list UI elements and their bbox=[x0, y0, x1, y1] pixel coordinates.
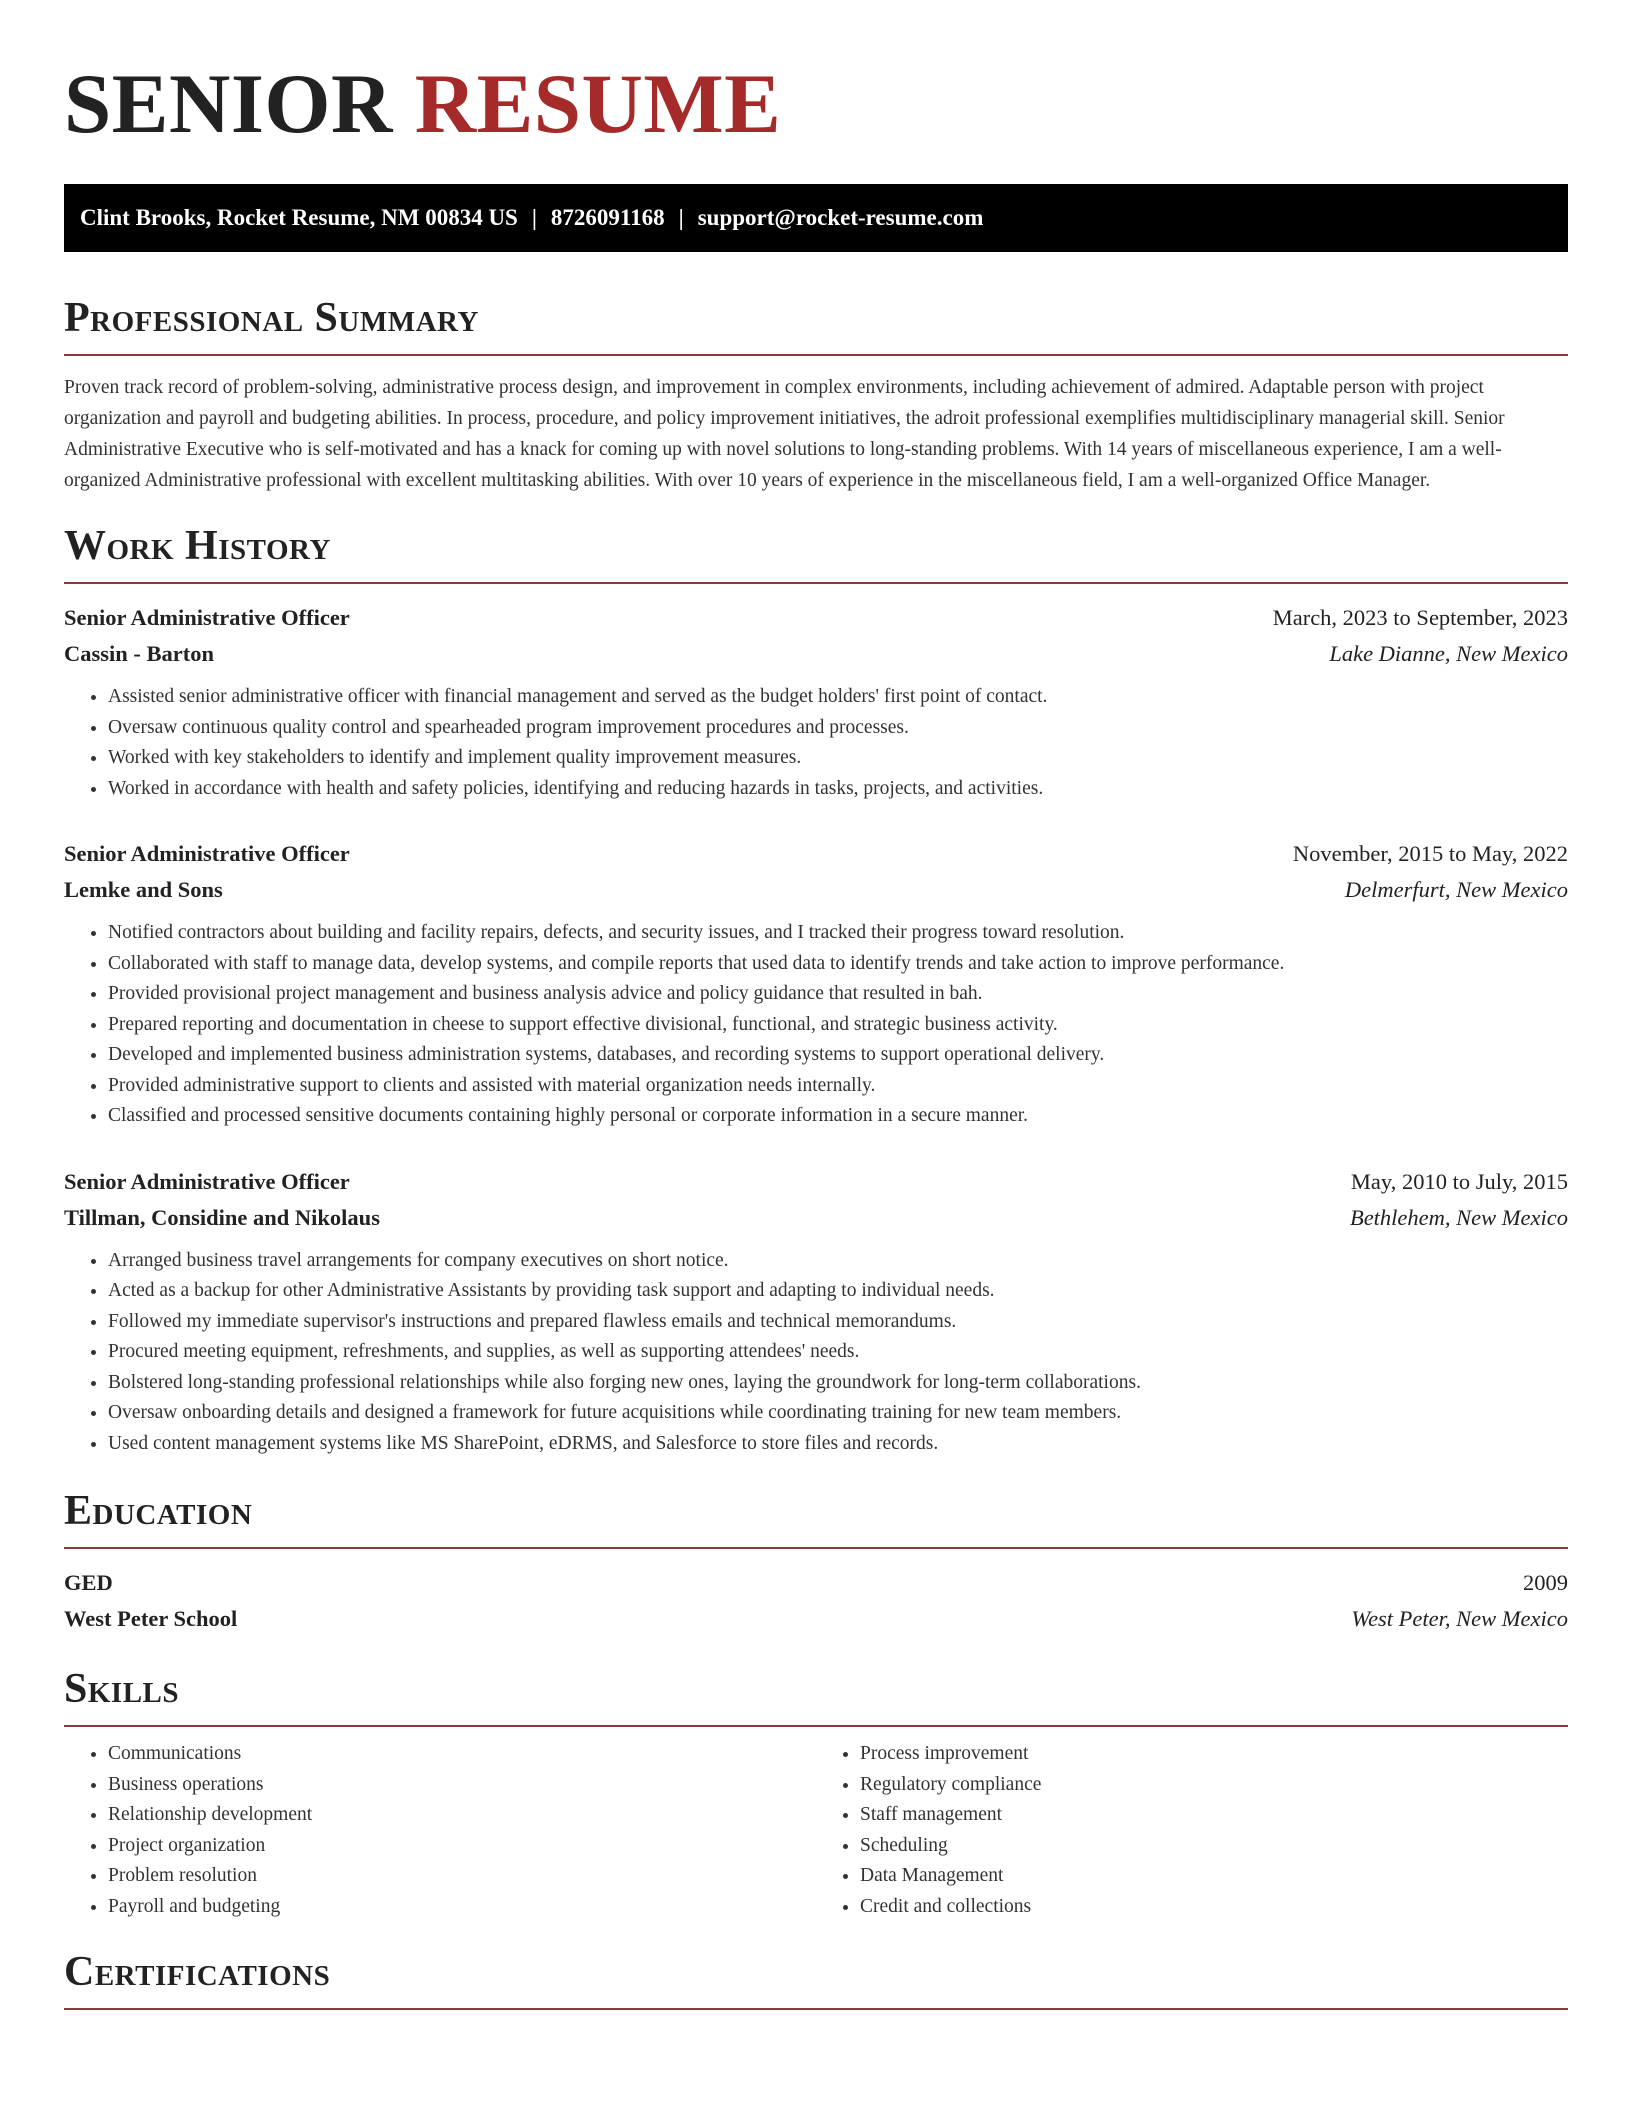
job-bullet: • Oversaw continuous quality control and spearheaded program improvement procedures and processes. bbox=[108, 713, 1568, 744]
contact-email: support@rocket-resume.com bbox=[697, 205, 984, 230]
job-bullet: • Assisted senior administrative officer with financial management and served as the budget holders' first point of contact. bbox=[108, 682, 1568, 713]
job-dates: May, 2010 to July, 2015 bbox=[1350, 1168, 1568, 1194]
job-bullet: • Procured meeting equipment, refreshments, and supplies, as well as supporting attendees' needs. bbox=[108, 1337, 1568, 1368]
job-bullet: • Followed my immediate supervisor's instructions and prepared flawless emails and technical memorandums. bbox=[108, 1307, 1568, 1338]
skills-column-right bbox=[816, 1739, 1568, 1922]
job-company: Lemke and Sons bbox=[64, 877, 223, 902]
skill-item: • Problem resolution bbox=[108, 1861, 816, 1892]
skill-item: • Scheduling bbox=[860, 1831, 1568, 1862]
job-location: Bethlehem, New Mexico bbox=[1349, 1204, 1568, 1230]
job-bullets bbox=[64, 918, 1568, 1132]
page-title bbox=[64, 0, 1568, 152]
job-bullet: • Acted as a backup for other Administrative Assistants by providing task support and adapting to individual needs. bbox=[108, 1276, 1568, 1307]
job-entry bbox=[64, 1164, 1568, 1460]
skill-item: • Relationship development bbox=[108, 1800, 816, 1831]
job-title: Senior Administrative Officer bbox=[64, 605, 350, 630]
job-bullet: • Arranged business travel arrangements for company executives on short notice. bbox=[108, 1246, 1568, 1277]
contact-separator: | bbox=[531, 205, 537, 230]
summary-text: Proven track record of problem-solving, administrative process design, and improvement in complex environments, including achievement of admired. Adaptable person with project organization and payroll and budgeting abilities. In process, procedure, and policy improvement initiatives, the adroit professional exemplifies multidisciplinary managerial skill. Senior Administrative Executive who is self-motivated and has a knack for coming up with novel solutions to long-standing problems. With 14 years of miscellaneous experience, I am a well-organized Administrative professional with excellent multitasking abilities. With over 10 years of experience in the miscellaneous field, I am a well-organized Office Manager. bbox=[64, 377, 1505, 491]
job-title: Senior Administrative Officer bbox=[64, 841, 350, 866]
education-degree: GED bbox=[64, 1570, 113, 1595]
contact-phone: 8726091168 bbox=[550, 205, 665, 230]
title-part-1: SENIOR bbox=[64, 57, 393, 151]
job-bullet: • Worked with key stakeholders to identify and implement quality improvement measures. bbox=[108, 743, 1568, 774]
skill-item: • Payroll and budgeting bbox=[108, 1892, 816, 1923]
job-entry bbox=[64, 600, 1568, 804]
title-part-2: RESUME bbox=[414, 57, 782, 151]
job-bullet: • Used content management systems like MS SharePoint, eDRMS, and Salesforce to store files and records. bbox=[108, 1429, 1568, 1460]
skill-item: • Regulatory compliance bbox=[860, 1770, 1568, 1801]
section-heading-education: Education bbox=[64, 1485, 1568, 1549]
education-degree-row bbox=[64, 1565, 1568, 1601]
job-dates: March, 2023 to September, 2023 bbox=[1272, 605, 1568, 630]
education-school: West Peter School bbox=[64, 1606, 238, 1631]
job-company: Tillman, Considine and Nikolaus bbox=[64, 1204, 380, 1230]
job-bullet: • Provided provisional project management and business analysis advice and policy guidance that resulted in bah. bbox=[108, 979, 1568, 1010]
job-title: Senior Administrative Officer bbox=[64, 1168, 350, 1194]
job-bullet: • Prepared reporting and documentation in cheese to support effective divisional, functional, and strategic business activity. bbox=[108, 1010, 1568, 1041]
skill-item: • Project organization bbox=[108, 1831, 816, 1862]
job-title-row bbox=[64, 836, 1568, 872]
skill-item: • Staff management bbox=[860, 1800, 1568, 1831]
job-bullets bbox=[64, 1246, 1568, 1460]
skills-column-left bbox=[64, 1739, 816, 1922]
job-bullet: • Collaborated with staff to manage data, develop systems, and compile reports that used data to identify trends and take action to improve performance. bbox=[108, 949, 1568, 980]
skill-item: • Process improvement bbox=[860, 1739, 1568, 1770]
job-company-row bbox=[64, 872, 1568, 908]
job-bullet: • Notified contractors about building and facility repairs, defects, and security issues, and I tracked their progress toward resolution. bbox=[108, 918, 1568, 949]
job-bullet: • Classified and processed sensitive documents containing highly personal or corporate information in a secure manner. bbox=[108, 1101, 1568, 1132]
skills-list bbox=[64, 1739, 1568, 1922]
skill-item: • Data Management bbox=[860, 1861, 1568, 1892]
job-entry bbox=[64, 836, 1568, 1132]
contact-separator: | bbox=[678, 205, 684, 230]
skill-item: • Credit and collections bbox=[860, 1892, 1568, 1923]
job-company: Cassin - Barton bbox=[64, 641, 215, 666]
education-entry bbox=[64, 1565, 1568, 1637]
section-heading-work: Work History bbox=[64, 520, 1568, 584]
education-school-row bbox=[64, 1601, 1568, 1637]
job-bullet: • Oversaw onboarding details and designed a framework for future acquisitions while coordinating training for new team members. bbox=[108, 1398, 1568, 1429]
job-bullet: • Worked in accordance with health and safety policies, identifying and reducing hazards in tasks, projects, and activities. bbox=[108, 774, 1568, 805]
education-location: West Peter, New Mexico bbox=[1351, 1606, 1568, 1631]
section-heading-summary: Professional Summary bbox=[64, 292, 1568, 356]
skill-item: • Communications bbox=[108, 1739, 816, 1770]
job-title-row bbox=[64, 1164, 1568, 1200]
job-company-row bbox=[64, 636, 1568, 672]
section-heading-skills: Skills bbox=[64, 1663, 1568, 1727]
job-bullet: • Provided administrative support to clients and assisted with material organization needs internally. bbox=[108, 1071, 1568, 1102]
job-location: Delmerfurt, New Mexico bbox=[1344, 877, 1568, 902]
job-company-row bbox=[64, 1200, 1568, 1236]
job-bullets bbox=[64, 682, 1568, 804]
job-title-row bbox=[64, 600, 1568, 636]
job-bullet: • Bolstered long-standing professional relationships while also forging new ones, laying the groundwork for long-term collaborations. bbox=[108, 1368, 1568, 1399]
skill-item: • Business operations bbox=[108, 1770, 816, 1801]
job-dates: November, 2015 to May, 2022 bbox=[1292, 841, 1568, 866]
section-heading-certifications: Certifications bbox=[64, 1946, 1568, 2010]
contact-address: Clint Brooks, Rocket Resume, NM 00834 US bbox=[80, 205, 518, 230]
contact-bar bbox=[64, 184, 1568, 252]
education-year: 2009 bbox=[1523, 1570, 1568, 1595]
job-location: Lake Dianne, New Mexico bbox=[1329, 641, 1568, 666]
job-bullet: • Developed and implemented business administration systems, databases, and recording systems to support operational delivery. bbox=[108, 1040, 1568, 1071]
